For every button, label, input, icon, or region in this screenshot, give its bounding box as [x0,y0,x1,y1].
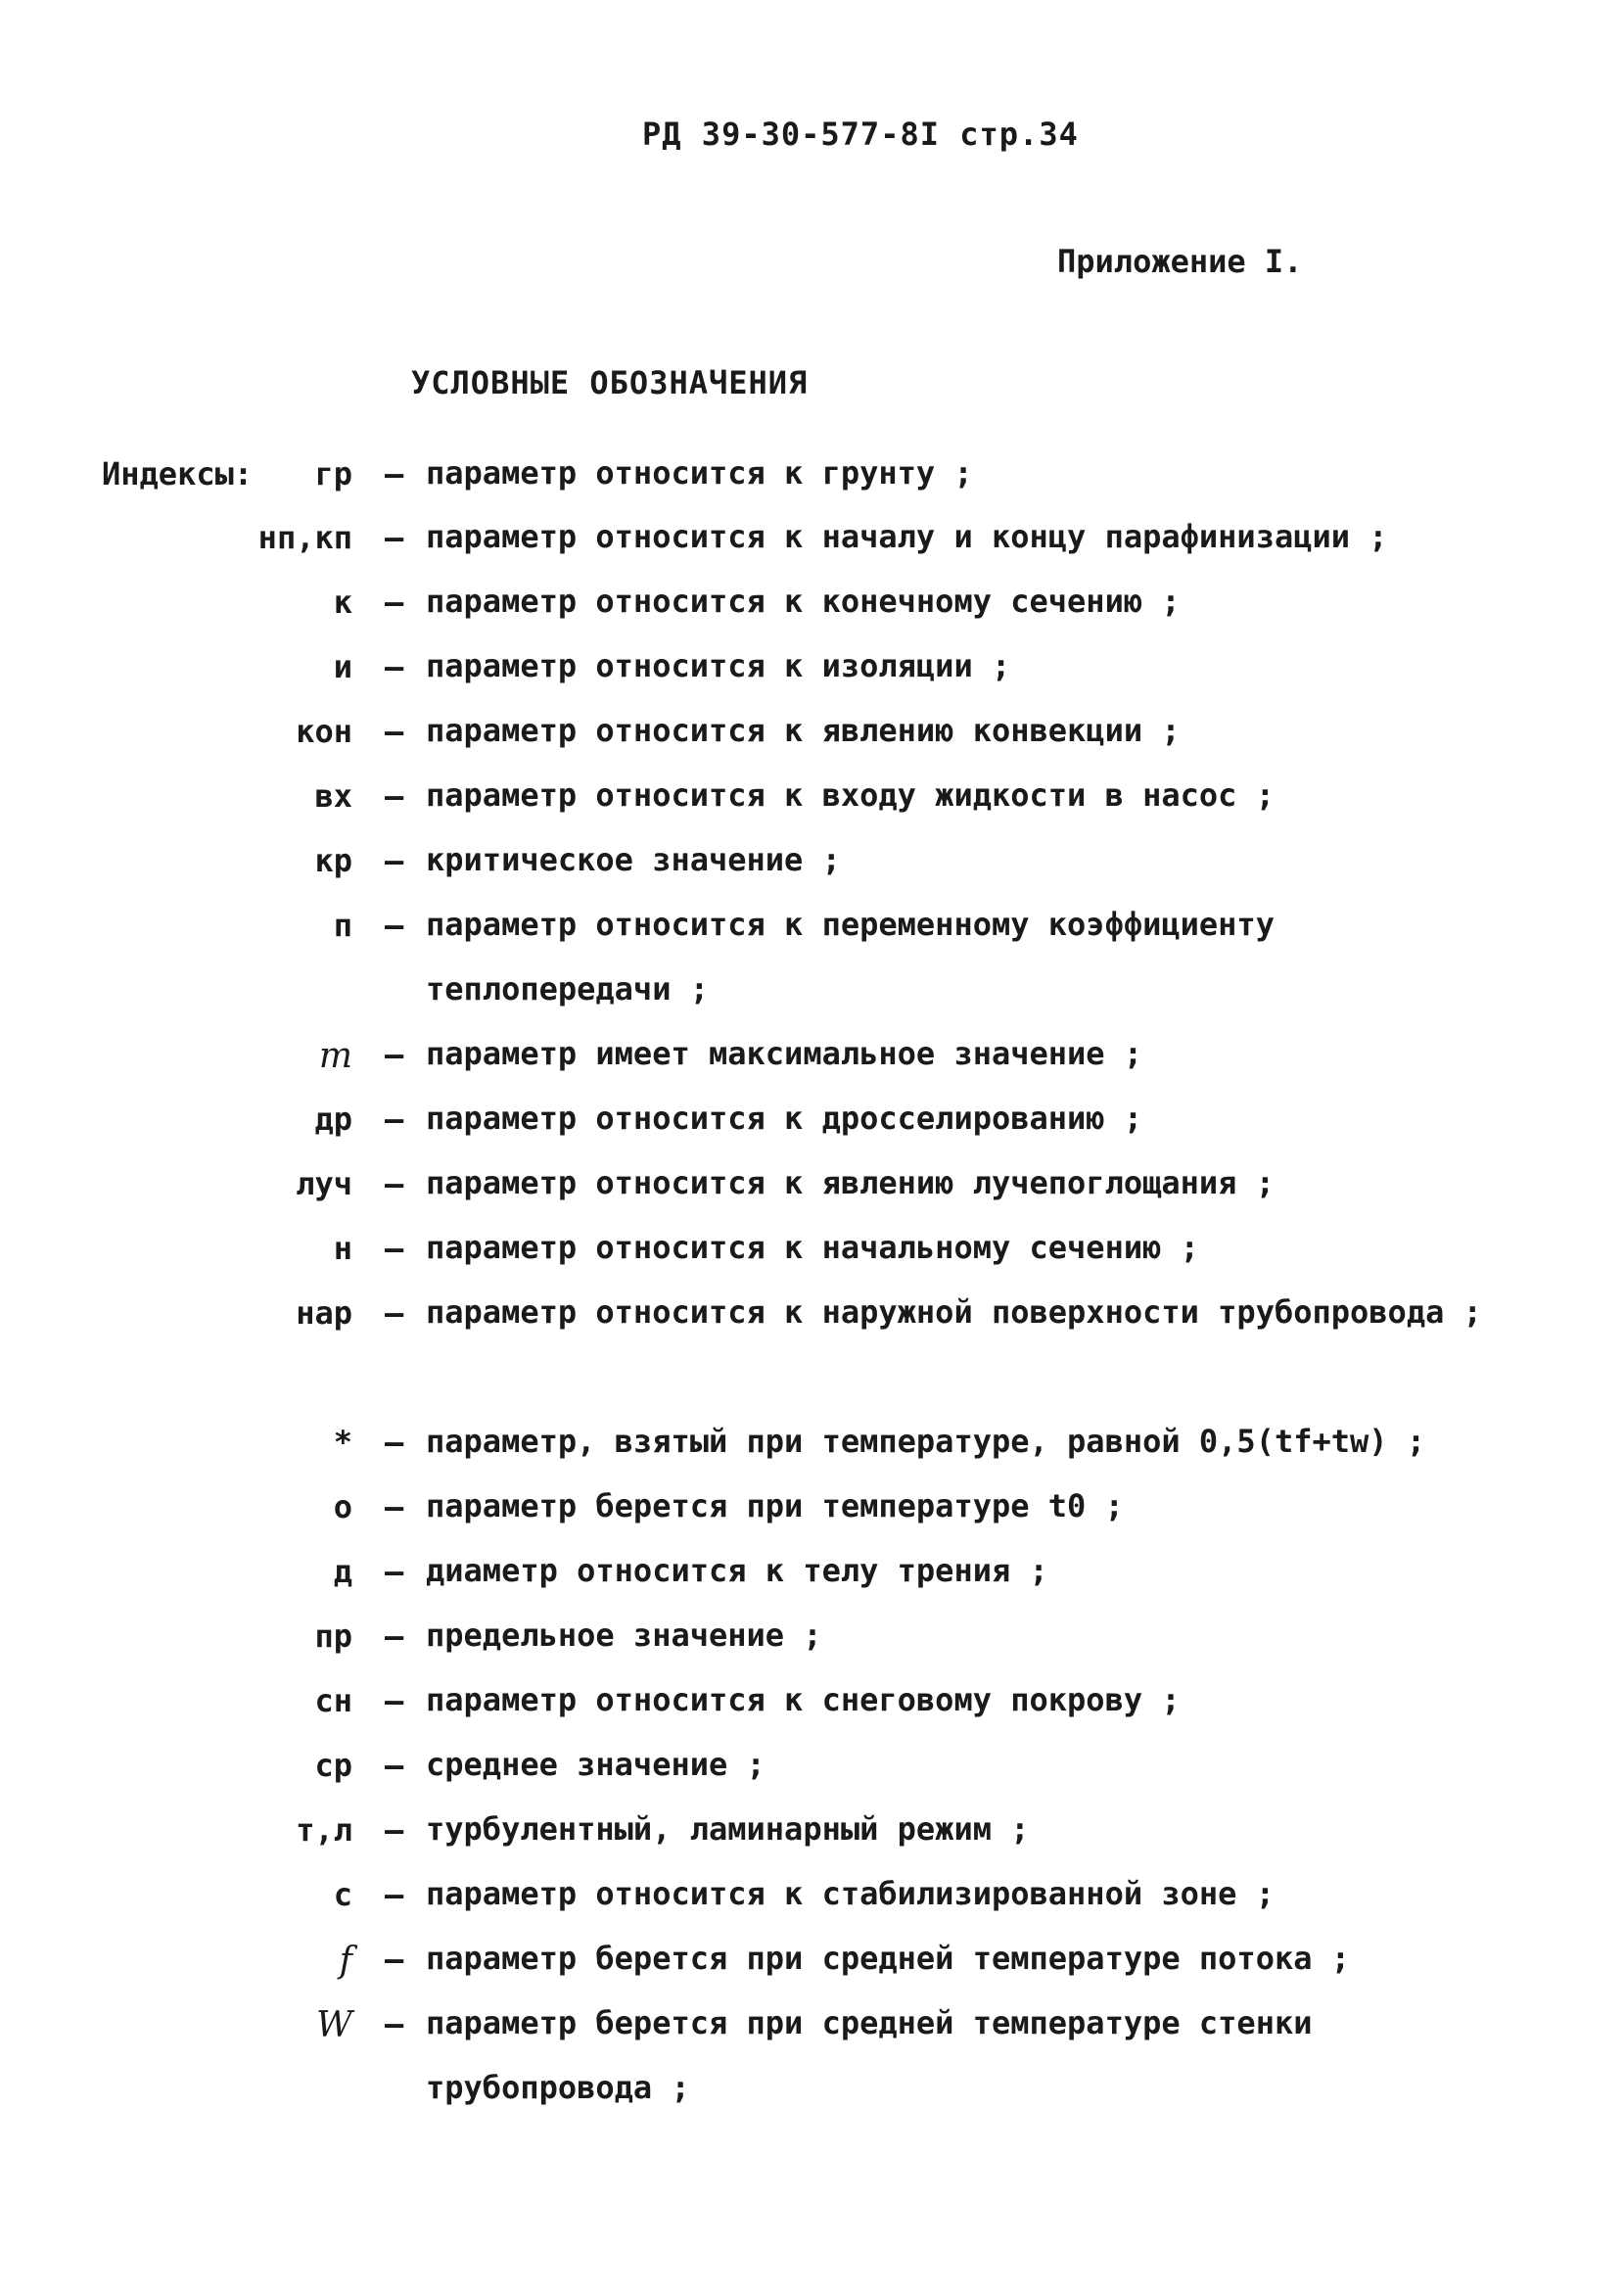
entry-symbol: f [339,1941,352,1981]
entry-symbol: ср [314,1747,352,1784]
entry-dash: – [385,455,404,492]
entry-dash: – [385,584,404,621]
entry-description: параметр относится к явлению лучепоглощания ; [426,1164,1275,1201]
entry-symbol: нп,кп [257,519,352,556]
entry-dash: – [385,1811,404,1849]
entry-dash: – [385,1036,404,1073]
entry-symbol: о [333,1488,352,1525]
appendix-label: Приложение I. [1057,243,1303,280]
entry-description: предельное значение ; [426,1617,822,1654]
entry-description: среднее значение ; [426,1746,766,1783]
entry-dash: – [385,1488,404,1525]
entry-description: параметр относится к входу жидкости в насос ; [426,776,1275,814]
entry-symbol: кон [296,713,352,750]
indices-label: Индексы: [102,455,254,492]
entry-dash: – [385,907,404,944]
entry-symbol: вх [314,777,352,815]
entry-description: параметр относится к явлению конвекции ; [426,712,1181,749]
entry-dash: – [385,648,404,685]
entry-dash: – [385,1230,404,1267]
entry-description: параметр относится к конечному сечению ; [426,583,1181,620]
entry-symbol: с [333,1876,352,1913]
entry-description: критическое значение ; [426,841,841,878]
entry-description: параметр относится к стабилизированной зоне ; [426,1875,1275,1912]
entry-symbol: пр [314,1617,352,1655]
entry-symbol: и [333,648,352,685]
entry-symbol: п [333,907,352,944]
document-code: РД 39-30-577-8I стр.34 [642,116,1079,153]
entry-dash: – [385,519,404,556]
entry-dash: – [385,1165,404,1202]
entry-description: параметр берется при средней температуре потока ; [426,1940,1351,1977]
entry-description: параметр берется при средней температуре стенки трубопровода ; [426,2004,1313,2106]
entry-description: параметр относится к наружной поверхности трубопровода ; [426,1293,1482,1331]
entry-description: параметр, взятый при температуре, равной 0,5(tf+tw) ; [426,1423,1426,1460]
page-title: УСЛОВНЫЕ ОБОЗНАЧЕНИЯ [411,364,809,401]
entry-description: параметр относится к начальному сечению ; [426,1229,1199,1266]
entry-symbol: т,л [296,1811,352,1849]
entry-symbol: m [318,1036,352,1076]
entry-description: параметр относится к переменному коэффициенту теплопередачи ; [426,906,1275,1007]
entry-symbol: к [333,584,352,621]
entry-dash: – [385,1682,404,1719]
entry-symbol: луч [296,1165,352,1202]
entry-description: параметр относится к изоляции ; [426,647,1011,684]
entry-symbol: W [315,2005,352,2045]
entry-symbol: н [333,1230,352,1267]
entry-dash: – [385,2005,404,2042]
entry-symbol: др [314,1101,352,1138]
entry-dash: – [385,1294,404,1332]
entry-dash: – [385,1747,404,1784]
entry-symbol: нар [296,1294,352,1332]
entry-dash: – [385,1876,404,1913]
entry-dash: – [385,1941,404,1978]
entry-dash: – [385,713,404,750]
entry-dash: – [385,1617,404,1655]
entry-description: параметр берется при температуре t0 ; [426,1487,1124,1524]
entry-dash: – [385,1101,404,1138]
entry-description: параметр относится к грунту ; [426,454,973,492]
entry-description: параметр относится к снеговому покрову ; [426,1681,1181,1718]
entry-dash: – [385,842,404,879]
entry-dash: – [385,777,404,815]
entry-dash: – [385,1424,404,1461]
entry-symbol: сн [314,1682,352,1719]
entry-dash: – [385,1553,404,1590]
entry-symbol: гр [314,455,352,492]
entry-symbol: д [333,1553,352,1590]
entry-symbol: кр [314,842,352,879]
entry-description: параметр относится к началу и концу парафинизации ; [426,518,1388,555]
entry-description: параметр относится к дросселированию ; [426,1100,1143,1137]
entry-description: турбулентный, ламинарный режим ; [426,1810,1030,1848]
entry-description: параметр имеет максимальное значение ; [426,1035,1143,1072]
entry-symbol: * [333,1424,352,1461]
entry-description: диаметр относится к телу трения ; [426,1552,1048,1589]
